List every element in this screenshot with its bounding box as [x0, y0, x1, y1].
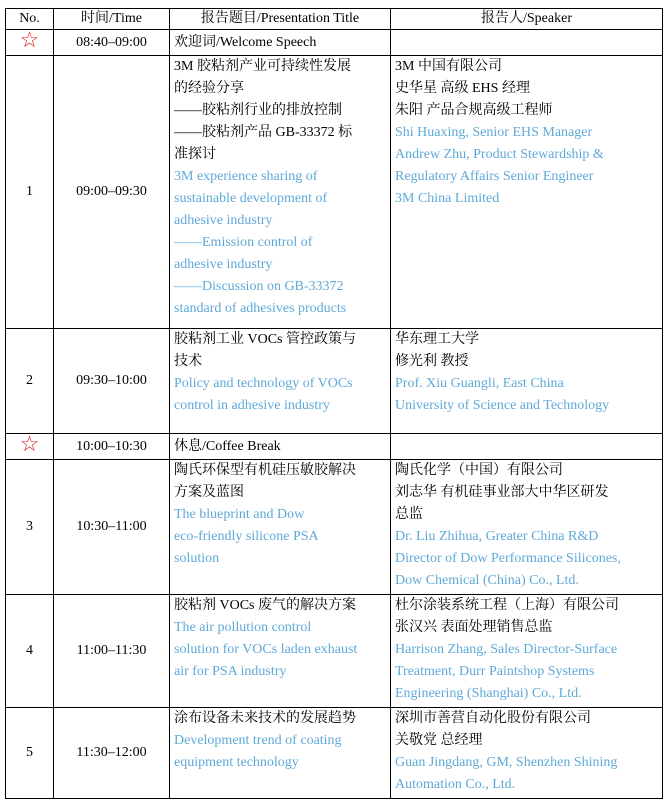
- agenda-time: 10:30–11:00: [54, 460, 170, 595]
- agenda-row: [6, 30, 663, 56]
- presentation-title: [170, 434, 391, 460]
- presentation-title-en-line: control in adhesive industry: [174, 398, 330, 413]
- speaker-info-en-line: Dr. Liu Zhihua, Greater China R&D: [395, 529, 599, 544]
- presentation-title: [170, 329, 391, 434]
- agenda-row: [6, 460, 663, 595]
- speaker-info-en-line: Prof. Xiu Guangli, East China: [395, 376, 564, 391]
- speaker-info: [391, 56, 663, 329]
- presentation-title: [170, 56, 391, 329]
- header-title: 报告题目/Presentation Title: [170, 9, 391, 30]
- speaker-info-en-line: 3M China Limited: [395, 191, 500, 206]
- header-row: [6, 9, 663, 30]
- agenda-table: [5, 8, 663, 799]
- presentation-title-cn-line: 技术: [174, 354, 202, 369]
- speaker-info-en-line: Harrison Zhang, Sales Director-Surface: [395, 642, 618, 657]
- presentation-title-en-line: The air pollution control: [174, 620, 312, 635]
- agenda-row: [6, 56, 663, 329]
- header-speaker: 报告人/Speaker: [391, 9, 663, 30]
- speaker-info-cn-line: 3M 中国有限公司: [395, 59, 502, 74]
- presentation-title-en-line: equipment technology: [174, 755, 299, 770]
- agenda-time: 11:30–12:00: [54, 708, 170, 799]
- presentation-title-en-line: Policy and technology of VOCs: [174, 376, 353, 391]
- speaker-info-en-line: Andrew Zhu, Product Stewardship &: [395, 147, 604, 162]
- agenda-row: [6, 329, 663, 434]
- presentation-title-en-line: adhesive industry: [174, 257, 273, 272]
- presentation-title-en-line: The blueprint and Dow: [174, 507, 305, 522]
- speaker-info-cn-line: 史华星 高级 EHS 经理: [395, 81, 530, 96]
- presentation-title-en-line: solution for VOCs laden exhaust: [174, 642, 358, 657]
- presentation-title-en-line: adhesive industry: [174, 213, 273, 228]
- agenda-time: 09:30–10:00: [54, 329, 170, 434]
- speaker-info-cn-line: 张汉兴 表面处理销售总监: [395, 620, 553, 635]
- presentation-title-en-line: solution: [174, 551, 220, 566]
- presentation-title-cn-line: 胶粘剂工业 VOCs 管控政策与: [174, 332, 357, 347]
- agenda-no: [6, 56, 54, 329]
- presentation-title-en-line: standard of adhesives products: [174, 301, 347, 316]
- presentation-title-en-line: sustainable development of: [174, 191, 328, 206]
- speaker-info-en-line: Shi Huaxing, Senior EHS Manager: [395, 125, 593, 140]
- speaker-info-en-line: University of Science and Technology: [395, 398, 610, 413]
- agenda-number: 4: [26, 643, 33, 658]
- presentation-title-cn-line: 欢迎词/Welcome Speech: [174, 34, 317, 50]
- speaker-info-cn-line: 杜尔涂装系统工程（上海）有限公司: [395, 598, 619, 613]
- agenda-row: [6, 434, 663, 460]
- speaker-info: [391, 30, 663, 56]
- presentation-title-en-line: ——Emission control of: [174, 235, 313, 250]
- presentation-title-cn-line: 休息/Coffee Break: [174, 438, 281, 454]
- agenda-row: [6, 595, 663, 708]
- agenda-number: 3: [26, 519, 33, 534]
- speaker-info-cn-line: 朱阳 产品合规高级工程师: [395, 103, 553, 118]
- speaker-info: [391, 708, 663, 799]
- agenda-time: 08:40–09:00: [54, 30, 170, 56]
- speaker-info-cn-line: 刘志华 有机硅事业部大中华区研发: [395, 485, 609, 500]
- agenda-row: [6, 708, 663, 799]
- agenda-body: [6, 27, 663, 799]
- presentation-title-cn-line: ——胶粘剂行业的排放控制: [174, 103, 342, 118]
- speaker-info-en-line: Treatment, Durr Paintshop Systems: [395, 664, 595, 679]
- speaker-info-en-line: Guan Jingdang, GM, Shenzhen Shining: [395, 755, 618, 770]
- speaker-info-en-line: Engineering (Shanghai) Co., Ltd.: [395, 686, 582, 701]
- presentation-title-en-line: ——Discussion on GB-33372: [174, 279, 344, 294]
- speaker-info-cn-line: 总监: [395, 507, 423, 522]
- break-star-icon: ☆: [19, 431, 40, 456]
- agenda-number: 5: [26, 745, 33, 760]
- speaker-info-en-line: Automation Co., Ltd.: [395, 777, 516, 792]
- presentation-title-en-line: eco-friendly silicone PSA: [174, 529, 319, 544]
- agenda-time: 10:00–10:30: [54, 434, 170, 460]
- speaker-info-cn-line: 陶氏化学（中国）有限公司: [395, 463, 563, 478]
- presentation-title-en-line: air for PSA industry: [174, 664, 287, 679]
- presentation-title-cn-line: ——胶粘剂产品 GB-33372 标: [174, 125, 353, 140]
- header-no: No.: [6, 9, 54, 30]
- speaker-info-cn-line: 修光利 教授: [395, 354, 469, 369]
- presentation-title-cn-line: 的经验分享: [174, 81, 244, 96]
- agenda-no: [6, 595, 54, 708]
- agenda-no: [6, 329, 54, 434]
- agenda-time: 09:00–09:30: [54, 56, 170, 329]
- presentation-title-cn-line: 准探讨: [174, 147, 216, 162]
- presentation-title-cn-line: 3M 胶粘剂产业可持续性发展: [174, 59, 351, 74]
- agenda-no: [6, 27, 54, 56]
- presentation-title-cn-line: 陶氏环保型有机硅压敏胶解决: [174, 463, 356, 478]
- speaker-info: [391, 434, 663, 460]
- speaker-info-en-line: Director of Dow Performance Silicones,: [395, 551, 621, 566]
- agenda-number: 1: [26, 184, 33, 199]
- speaker-info: [391, 460, 663, 595]
- agenda-no: [6, 708, 54, 799]
- presentation-title-en-line: 3M experience sharing of: [174, 169, 318, 184]
- agenda-no: [6, 460, 54, 595]
- agenda-no: [6, 431, 54, 460]
- presentation-title-cn-line: 胶粘剂 VOCs 废气的解决方案: [174, 598, 357, 613]
- speaker-info-en-line: Regulatory Affairs Senior Engineer: [395, 169, 594, 184]
- presentation-title: [170, 595, 391, 708]
- agenda-time: 11:00–11:30: [54, 595, 170, 708]
- speaker-info: [391, 595, 663, 708]
- presentation-title-cn-line: 涂布设备未来技术的发展趋势: [174, 711, 356, 726]
- header-time: 时间/Time: [54, 9, 170, 30]
- speaker-info-cn-line: 华东理工大学: [395, 332, 479, 347]
- break-star-icon: ☆: [19, 27, 40, 52]
- speaker-info-cn-line: 关敬党 总经理: [395, 733, 483, 748]
- presentation-title-en-line: Development trend of coating: [174, 733, 342, 748]
- speaker-info-en-line: Dow Chemical (China) Co., Ltd.: [395, 573, 579, 588]
- presentation-title-cn-line: 方案及蓝图: [174, 485, 244, 500]
- agenda-number: 2: [26, 373, 33, 388]
- speaker-info: [391, 329, 663, 434]
- presentation-title: [170, 460, 391, 595]
- speaker-info-cn-line: 深圳市善营自动化股份有限公司: [395, 711, 591, 726]
- presentation-title: [170, 708, 391, 799]
- presentation-title: [170, 30, 391, 56]
